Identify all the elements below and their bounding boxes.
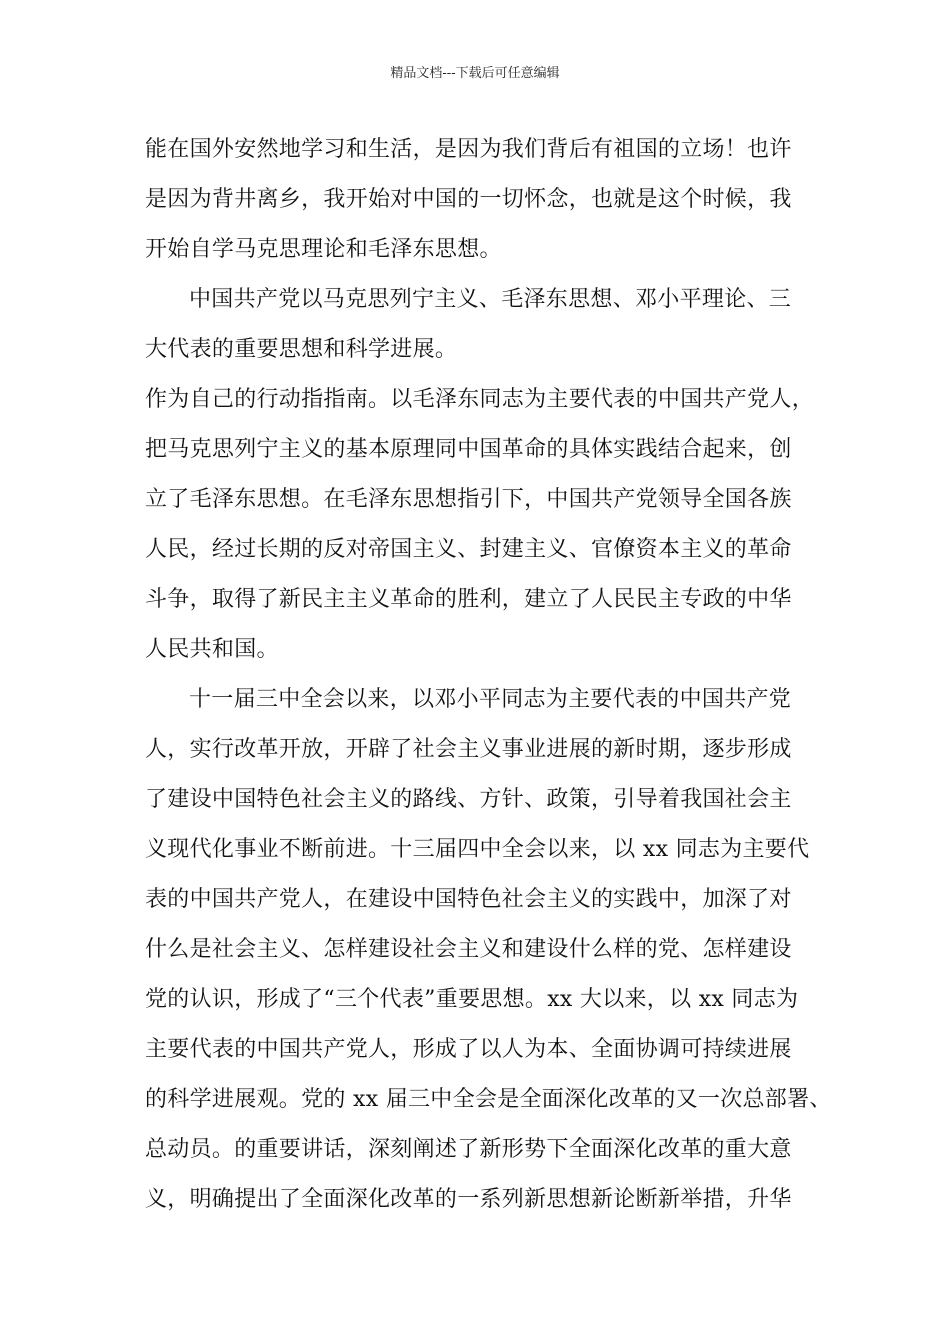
text-line: 表的中国共产党人，在建设中国特色社会主义的实践中，加深了对 (145, 887, 792, 912)
paragraph-first-line: 中国共产党以马克思列宁主义、毛泽东思想、邓小平理论、三 (189, 287, 792, 312)
text-line: 的科学进展观。党的 xx 届三中全会是全面深化改革的又一次总部署、 (145, 1087, 832, 1112)
page-header: 精品文档---下载后可任意编辑 (390, 66, 560, 81)
text-line: 总动员。的重要讲话，深刻阐述了新形势下全面深化改革的重大意 (145, 1137, 792, 1162)
text-line: 义现代化事业不断前进。十三届四中全会以来，以 xx 同志为主要代 (145, 837, 810, 862)
text-line: 大代表的重要思想和科学进展。 (145, 337, 458, 362)
text-line: 能在国外安然地学习和生活，是因为我们背后有祖国的立场！也许 (145, 137, 792, 162)
text-line: 斗争，取得了新民主主义革命的胜利，建立了人民民主专政的中华 (145, 587, 792, 612)
text-line: 了建设中国特色社会主义的路线、方针、政策，引导着我国社会主 (145, 787, 792, 812)
paragraph-first-line: 十一届三中全会以来，以邓小平同志为主要代表的中国共产党 (189, 687, 792, 712)
text-line: 人民共和国。 (145, 637, 279, 662)
text-line: 是因为背井离乡，我开始对中国的一切怀念，也就是这个时候，我 (145, 187, 792, 212)
text-line: 人民，经过长期的反对帝国主义、封建主义、官僚资本主义的革命 (145, 537, 792, 562)
document-body (145, 125, 832, 1225)
text-line: 主要代表的中国共产党人，形成了以人为本、全面协调可持续进展 (145, 1037, 792, 1062)
text-line: 义，明确提出了全面深化改革的一系列新思想新论断新举措，升华 (145, 1187, 792, 1212)
text-line: 人，实行改革开放，开辟了社会主义事业进展的新时期，逐步形成 (145, 737, 792, 762)
text-line: 什么是社会主义、怎样建设社会主义和建设什么样的党、怎样建设 (145, 937, 792, 962)
text-line: 党的认识，形成了“三个代表”重要思想。xx 大以来，以 xx 同志为 (145, 987, 799, 1012)
text-line: 开始自学马克思理论和毛泽东思想。 (145, 237, 502, 262)
text-line: 把马克思列宁主义的基本原理同中国革命的具体实践结合起来，创 (145, 437, 792, 462)
text-line: 作为自己的行动指指南。以毛泽东同志为主要代表的中国共产党人， (145, 387, 815, 412)
text-line: 立了毛泽东思想。在毛泽东思想指引下，中国共产党领导全国各族 (145, 487, 792, 512)
